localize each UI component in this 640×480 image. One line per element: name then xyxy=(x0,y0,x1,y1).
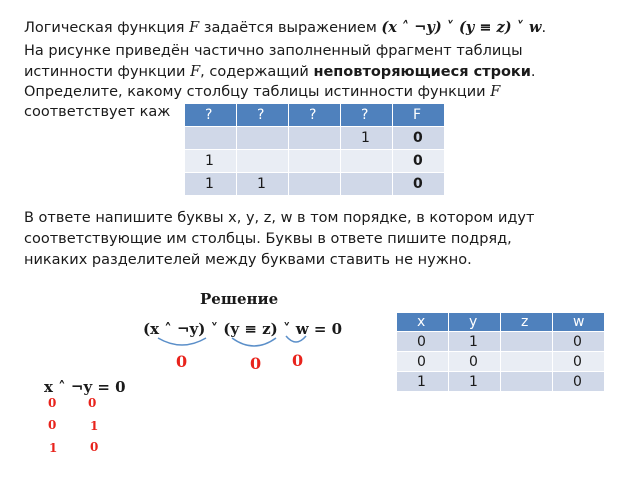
header-cell: ? xyxy=(237,104,289,127)
problem-line-2: На рисунке приведён частично заполненный фрагмент таблицы xyxy=(24,43,523,59)
table-cell: 1 xyxy=(185,150,237,173)
table-cell xyxy=(501,352,553,372)
header-cell: F xyxy=(393,104,445,127)
table-cell: 1 xyxy=(397,372,449,392)
header-cell: y xyxy=(449,313,501,332)
zero-annotation: 0 xyxy=(250,354,262,373)
table-cell: 0 xyxy=(393,127,445,150)
function-expression: (x ˄ ¬y) ˅ (y ≡ z) ˅ w xyxy=(381,19,542,36)
table-cell: 0 xyxy=(393,173,445,196)
header-cell: ? xyxy=(341,104,393,127)
sub-value: 1 xyxy=(90,419,99,433)
solution-expression: (x ˄ ¬y) ˅ (y ≡ z) ˅ w = 0 xyxy=(143,320,343,338)
sub-value: 0 xyxy=(90,440,99,454)
table-cell: 1 xyxy=(341,127,393,150)
table-cell: 1 xyxy=(449,332,501,352)
sub-value: 0 xyxy=(48,418,57,432)
zero-annotation: 0 xyxy=(176,352,188,371)
problem-line-5: соответствует каж xyxy=(24,104,171,120)
table-cell: 0 xyxy=(449,352,501,372)
table-cell xyxy=(501,332,553,352)
table-cell: 0 xyxy=(397,332,449,352)
table-cell: 1 xyxy=(237,173,289,196)
table-cell: 0 xyxy=(553,372,605,392)
table-row xyxy=(397,332,605,352)
sub-value: 0 xyxy=(88,396,97,410)
text-fragment: задаётся выражением xyxy=(199,20,382,36)
header-cell: w xyxy=(553,313,605,332)
arc-right xyxy=(286,336,306,342)
table-cell: 1 xyxy=(449,372,501,392)
table-cell: 0 xyxy=(393,150,445,173)
text-fragment: Определите, какому столбцу таблицы истинности функции xyxy=(24,84,491,100)
text-fragment: . xyxy=(530,64,536,80)
text-fragment: Логическая функция xyxy=(24,20,190,36)
table-cell: 0 xyxy=(553,352,605,372)
table-header-row xyxy=(397,313,605,332)
zero-annotation: 0 xyxy=(292,351,304,370)
arc-left xyxy=(158,338,206,345)
text-fragment: , содержащий xyxy=(200,64,314,80)
arc-middle xyxy=(232,338,276,346)
function-name: F xyxy=(490,84,501,100)
function-name: F xyxy=(189,20,200,36)
header-cell: x xyxy=(397,313,449,332)
solution-title: Решение xyxy=(200,290,279,308)
answer-line: В ответе напишите буквы x, y, z, w в том порядке, в котором идут xyxy=(24,210,535,226)
sub-value: 0 xyxy=(48,396,57,410)
header-cell: ? xyxy=(185,104,237,127)
table-row xyxy=(397,372,605,392)
table-cell: 1 xyxy=(185,173,237,196)
solution-table xyxy=(396,312,605,392)
header-cell: ? xyxy=(289,104,341,127)
header-cell: z xyxy=(501,313,553,332)
text-fragment: истинности функции xyxy=(24,64,191,80)
table-cell xyxy=(501,372,553,392)
emphasis: неповторяющиеся строки xyxy=(313,64,531,80)
table-cell: 0 xyxy=(553,332,605,352)
answer-line: соответствующие им столбцы. Буквы в ответе пишите подряд, xyxy=(24,231,512,247)
answer-line: никаких разделителей между буквами ставить не нужно. xyxy=(24,252,472,268)
function-name: F xyxy=(190,64,201,80)
table-row xyxy=(397,352,605,372)
sub-expression: x ˄ ¬y = 0 xyxy=(44,378,126,396)
text-fragment: . xyxy=(541,20,547,36)
table-cell: 0 xyxy=(397,352,449,372)
sub-value: 1 xyxy=(49,441,58,455)
